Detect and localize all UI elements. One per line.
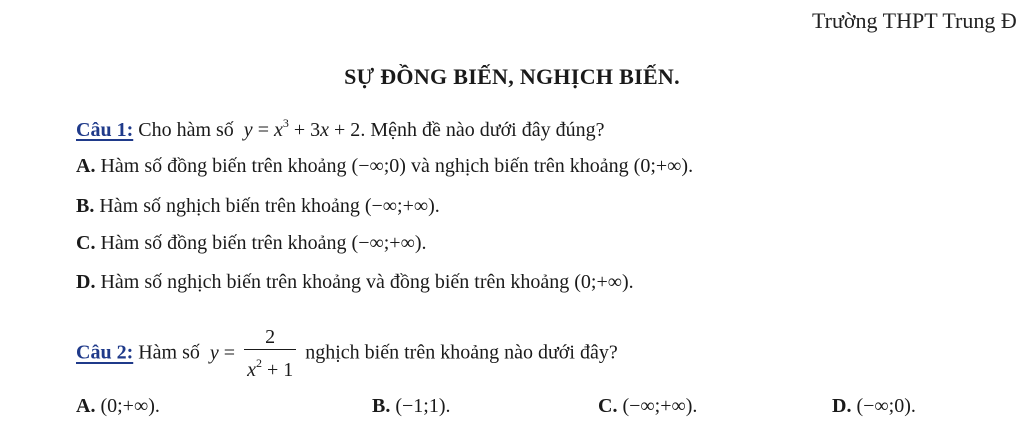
- option-text: Hàm số nghịch biến trên khoảng và đồng biến trên khoảng: [100, 271, 570, 293]
- question-2-text-after: nghịch biến trên khoảng nào dưới đây?: [305, 341, 618, 364]
- option-letter: C.: [598, 395, 618, 417]
- question-1-option-b[interactable]: [76, 195, 440, 218]
- option-interval: (−1;1): [395, 395, 446, 417]
- question-1-option-a[interactable]: [76, 155, 693, 178]
- option-interval: (0;+∞): [633, 155, 689, 177]
- question-2-option-c[interactable]: [598, 395, 697, 418]
- option-interval: (−∞;+∞): [364, 195, 435, 217]
- option-text: và nghịch biến trên khoảng: [410, 155, 629, 177]
- question-1-function: $y = x^3 + 3x + 2$: [243, 116, 361, 141]
- option-interval: (−∞;+∞): [622, 395, 693, 417]
- question-2-function: y = $\frac{2}{x^2 + 1}$: [205, 342, 300, 364]
- option-text: Hàm số đồng biến trên khoảng: [100, 155, 347, 177]
- question-1-text-after: . Mệnh đề nào dưới đây đúng?: [360, 119, 605, 141]
- option-end: .: [628, 271, 634, 293]
- question-2-stem: [76, 325, 618, 383]
- option-letter: B.: [76, 195, 95, 217]
- option-text: Hàm số nghịch biến trên khoảng: [99, 195, 360, 217]
- fraction-denominator: $x^2 + 1$: [247, 356, 294, 381]
- option-letter: B.: [372, 395, 391, 417]
- option-letter: D.: [832, 395, 852, 417]
- question-2-option-a[interactable]: [76, 395, 160, 418]
- question-2-label: Câu 2:: [76, 341, 134, 364]
- option-interval: (0;+∞): [100, 395, 155, 417]
- question-1-label: Câu 1:: [76, 119, 134, 141]
- option-letter: C.: [76, 232, 96, 254]
- option-interval: (0;+∞): [574, 271, 629, 293]
- option-end: .: [421, 232, 427, 254]
- option-end: .: [688, 155, 694, 177]
- question-1-text-before: Cho hàm số: [138, 119, 234, 141]
- option-letter: A.: [76, 155, 96, 177]
- question-2-option-b[interactable]: [372, 395, 451, 418]
- question-2-text-before: Hàm số: [138, 341, 200, 364]
- document-title: SỰ ĐỒNG BIẾN, NGHỊCH BIẾN.: [344, 64, 680, 89]
- fraction: [244, 325, 296, 383]
- question-2-option-d[interactable]: [832, 395, 916, 418]
- question-1-stem: [76, 116, 604, 142]
- option-end: .: [434, 195, 440, 217]
- option-end: .: [692, 395, 698, 417]
- option-interval: (−∞;+∞): [351, 232, 422, 254]
- option-letter: D.: [76, 271, 96, 293]
- question-1-option-c[interactable]: [76, 232, 426, 255]
- option-letter: A.: [76, 395, 96, 417]
- option-end: .: [445, 395, 451, 417]
- school-name: Trường THPT Trung Đ: [812, 8, 1017, 33]
- option-interval: (−∞;0): [351, 155, 406, 177]
- option-end: .: [910, 395, 916, 417]
- fraction-numerator: 2: [244, 325, 296, 350]
- option-text: Hàm số đồng biến trên khoảng: [100, 232, 347, 254]
- option-interval: (−∞;0): [856, 395, 911, 417]
- question-1-option-d[interactable]: [76, 271, 634, 294]
- option-end: .: [154, 395, 160, 417]
